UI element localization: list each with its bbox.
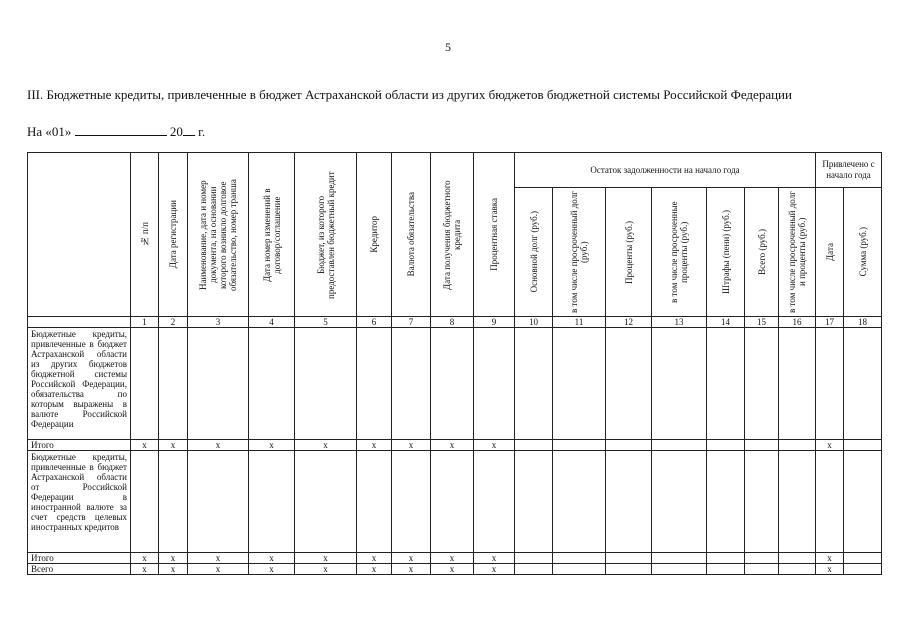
col-header-6: Кредитор xyxy=(369,216,379,253)
data-cell[interactable] xyxy=(392,451,431,553)
data-cell[interactable] xyxy=(159,328,188,440)
col-header-2: Дата регистрации xyxy=(168,200,178,269)
date-suffix: г. xyxy=(198,124,206,139)
data-cell[interactable] xyxy=(779,451,816,553)
x-mark: х xyxy=(431,564,474,575)
total-1-label: Итого xyxy=(28,440,131,451)
data-cell[interactable] xyxy=(295,451,357,553)
data-cell[interactable] xyxy=(745,440,779,451)
data-cell[interactable] xyxy=(844,328,882,440)
x-mark: х xyxy=(131,553,159,564)
data-cell[interactable] xyxy=(816,451,844,553)
col-header-7: Валюта обязательства xyxy=(406,192,416,277)
data-cell[interactable] xyxy=(606,451,652,553)
data-cell[interactable] xyxy=(779,564,816,575)
x-mark: х xyxy=(392,553,431,564)
x-mark: х xyxy=(431,553,474,564)
section-1-label: Бюджетные кредиты, привлеченные в бюджет Астраханской области из других бюджетов бюджетной системы Российской Федерации, обязательства по которым выражены в валюте Российской Федерации xyxy=(28,328,131,440)
col-header-1: № п/п xyxy=(139,222,150,247)
column-number: 5 xyxy=(295,317,357,328)
x-mark: х xyxy=(392,564,431,575)
column-number: 16 xyxy=(779,317,816,328)
col-header-3: Наименование, дата и номер документа, на основании которого возникло долговое обязательство, номер транша xyxy=(198,178,238,291)
column-number: 13 xyxy=(652,317,707,328)
data-cell[interactable] xyxy=(844,553,882,564)
x-mark: х xyxy=(295,440,357,451)
year-blank[interactable] xyxy=(183,125,195,136)
column-number: 1 xyxy=(131,317,159,328)
data-cell[interactable] xyxy=(357,328,392,440)
data-cell[interactable] xyxy=(249,451,295,553)
column-number-row xyxy=(28,317,882,328)
x-mark: х xyxy=(816,553,844,564)
x-mark: х xyxy=(357,564,392,575)
col-header-18: Сумма (руб.) xyxy=(857,227,868,277)
group-attracted-header: Привлечено с начало года xyxy=(816,153,882,188)
data-cell[interactable] xyxy=(188,451,249,553)
x-mark: х xyxy=(159,553,188,564)
data-cell[interactable] xyxy=(652,553,707,564)
data-cell[interactable] xyxy=(249,328,295,440)
data-cell[interactable] xyxy=(515,451,553,553)
data-cell[interactable] xyxy=(816,328,844,440)
data-cell[interactable] xyxy=(779,440,816,451)
x-mark: х xyxy=(249,553,295,564)
col-header-10: Основной долг (руб.) xyxy=(528,211,539,293)
data-cell[interactable] xyxy=(131,451,159,553)
column-number: 18 xyxy=(844,317,882,328)
data-cell[interactable] xyxy=(474,328,515,440)
x-mark: х xyxy=(131,440,159,451)
data-cell[interactable] xyxy=(652,451,707,553)
x-mark: х xyxy=(188,553,249,564)
x-mark: х xyxy=(474,564,515,575)
year-label: 20 xyxy=(169,124,183,139)
data-cell[interactable] xyxy=(652,440,707,451)
column-number: 15 xyxy=(745,317,779,328)
total-2-label: Итого xyxy=(28,553,131,564)
column-number: 3 xyxy=(188,317,249,328)
data-cell[interactable] xyxy=(515,440,553,451)
x-mark: х xyxy=(131,564,159,575)
column-number: 11 xyxy=(553,317,606,328)
data-cell[interactable] xyxy=(606,440,652,451)
x-mark: х xyxy=(474,440,515,451)
column-number: 14 xyxy=(707,317,745,328)
data-cell[interactable] xyxy=(707,564,745,575)
x-mark: х xyxy=(816,440,844,451)
column-number: 7 xyxy=(392,317,431,328)
data-cell[interactable] xyxy=(779,553,816,564)
x-mark: х xyxy=(474,553,515,564)
data-cell[interactable] xyxy=(515,328,553,440)
data-cell[interactable] xyxy=(606,328,652,440)
col-header-9: Процентная ставка xyxy=(489,198,499,271)
x-mark: х xyxy=(295,553,357,564)
section-1-row xyxy=(28,328,882,440)
x-mark: х xyxy=(357,553,392,564)
data-cell[interactable] xyxy=(131,328,159,440)
data-cell[interactable] xyxy=(652,564,707,575)
grand-total-row xyxy=(28,564,882,575)
column-number: 10 xyxy=(515,317,553,328)
col-header-5: Бюджет, из которого предоставлен бюджетный кредит xyxy=(315,170,336,299)
data-cell[interactable] xyxy=(553,328,606,440)
x-mark: х xyxy=(159,440,188,451)
data-cell[interactable] xyxy=(707,328,745,440)
column-number: 12 xyxy=(606,317,652,328)
data-cell[interactable] xyxy=(553,440,606,451)
col-header-16: в том числе просроченный долг и проценты (руб.) xyxy=(787,191,807,313)
data-cell[interactable] xyxy=(745,451,779,553)
group-balance-header: Остаток задолженности на начало года xyxy=(515,153,816,188)
data-cell[interactable] xyxy=(707,451,745,553)
column-number: 6 xyxy=(357,317,392,328)
data-cell[interactable] xyxy=(515,564,553,575)
data-cell[interactable] xyxy=(745,553,779,564)
total-2-row xyxy=(28,553,882,564)
data-cell[interactable] xyxy=(474,451,515,553)
data-cell[interactable] xyxy=(779,328,816,440)
col-header-17: Дата xyxy=(824,243,835,261)
col-header-15: Всего (руб.) xyxy=(756,229,767,275)
x-mark: х xyxy=(249,564,295,575)
data-cell[interactable] xyxy=(431,328,474,440)
col-header-4: Дата номер изменений в договор/соглашение xyxy=(261,187,282,282)
data-cell[interactable] xyxy=(188,328,249,440)
grand-total-label: Всего xyxy=(28,564,131,575)
col-header-11: в том числе просроченный долг (руб.) xyxy=(569,191,589,313)
data-cell[interactable] xyxy=(707,553,745,564)
data-cell[interactable] xyxy=(295,328,357,440)
data-cell[interactable] xyxy=(707,440,745,451)
data-cell[interactable] xyxy=(553,564,606,575)
data-cell[interactable] xyxy=(357,451,392,553)
data-cell[interactable] xyxy=(844,451,882,553)
x-mark: х xyxy=(295,564,357,575)
date-prefix: На «01» xyxy=(27,124,72,139)
column-number: 8 xyxy=(431,317,474,328)
col-header-12: Проценты (руб.) xyxy=(623,220,634,284)
data-cell[interactable] xyxy=(392,328,431,440)
x-mark: х xyxy=(159,564,188,575)
x-mark: х xyxy=(249,440,295,451)
column-number: 9 xyxy=(474,317,515,328)
col-header-8: Дата получения бюджетного кредита xyxy=(442,179,462,290)
header-row-1 xyxy=(28,153,882,188)
data-cell[interactable] xyxy=(745,564,779,575)
x-mark: х xyxy=(392,440,431,451)
data-cell[interactable] xyxy=(515,553,553,564)
x-mark: х xyxy=(188,440,249,451)
data-cell[interactable] xyxy=(652,328,707,440)
x-mark: х xyxy=(357,440,392,451)
section-title: III. Бюджетные кредиты, привлеченные в бюджет Астраханской области из других бюджетов бюджетной системы Российской Федерации xyxy=(27,87,792,102)
total-1-row xyxy=(28,440,882,451)
data-cell[interactable] xyxy=(431,451,474,553)
corner-cell xyxy=(28,153,131,317)
column-number: 4 xyxy=(249,317,295,328)
data-cell[interactable] xyxy=(844,564,882,575)
number-cell-blank xyxy=(28,317,131,328)
data-cell[interactable] xyxy=(606,564,652,575)
section-2-label: Бюджетные кредиты, привлеченные в бюджет Астраханской области от Российской Федерации в иностранной валюте за счет средств целевых иностранных кредитов xyxy=(28,451,131,553)
credits-table xyxy=(27,152,882,575)
page-number: 5 xyxy=(445,40,451,54)
x-mark: х xyxy=(188,564,249,575)
col-header-13: в том числе просроченные проценты (руб.) xyxy=(669,201,689,303)
data-cell[interactable] xyxy=(745,328,779,440)
section-2-row xyxy=(28,451,882,553)
date-line xyxy=(27,124,205,140)
column-number: 2 xyxy=(159,317,188,328)
data-cell[interactable] xyxy=(553,451,606,553)
month-blank[interactable] xyxy=(75,125,167,136)
x-mark: х xyxy=(816,564,844,575)
data-cell[interactable] xyxy=(606,553,652,564)
column-number: 17 xyxy=(816,317,844,328)
x-mark: х xyxy=(431,440,474,451)
data-cell[interactable] xyxy=(159,451,188,553)
data-cell[interactable] xyxy=(553,553,606,564)
data-cell[interactable] xyxy=(844,440,882,451)
col-header-14: Штрафы (пени) (руб.) xyxy=(720,209,731,295)
